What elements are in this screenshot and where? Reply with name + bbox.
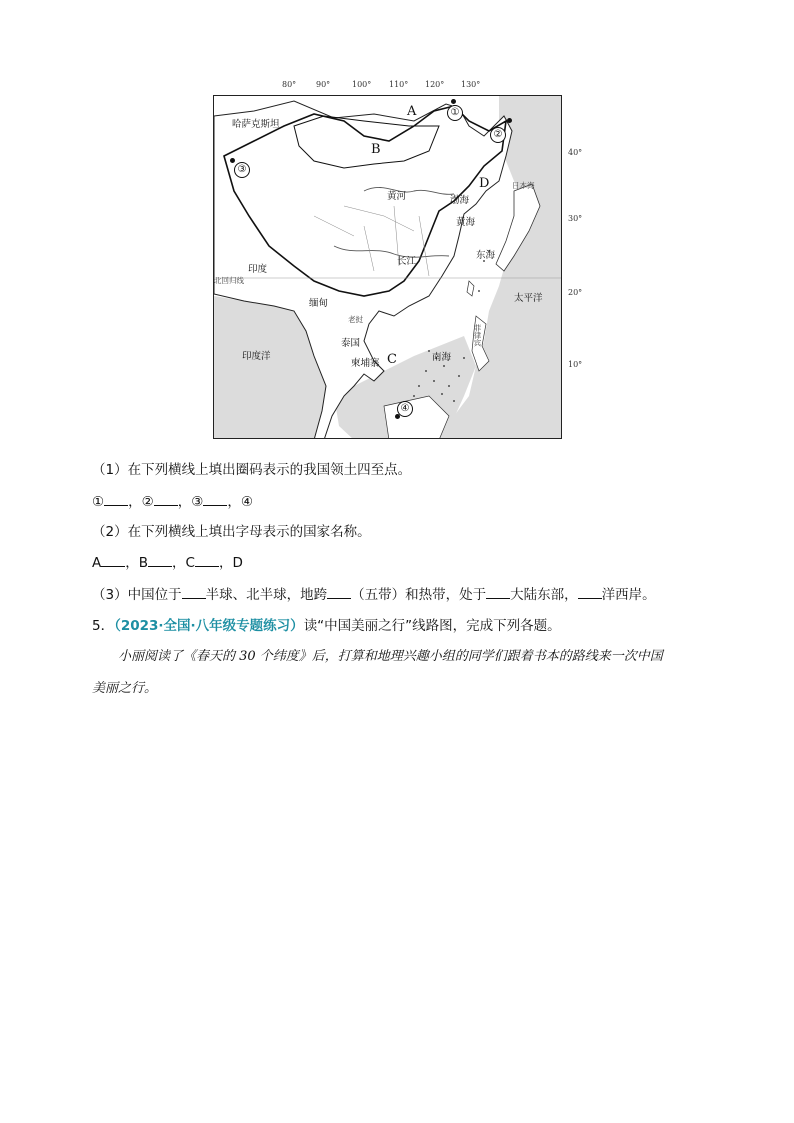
q3-blank-4[interactable] — [578, 587, 602, 599]
q5-number: 5． — [92, 618, 115, 634]
label-south-sea: 南海 — [432, 352, 452, 363]
q1-part-3: ，③ — [177, 494, 204, 510]
q3-blank-1[interactable] — [182, 587, 206, 599]
label-myanmar: 缅甸 — [309, 298, 329, 309]
q1-answer-line — [92, 490, 253, 510]
label-yellow-river: 黄河 — [387, 191, 407, 202]
q2-blank-1[interactable] — [101, 555, 125, 567]
q1-blank-3[interactable] — [203, 494, 227, 506]
lat-tick-40: 40° — [568, 148, 583, 157]
q2-part-1: A — [92, 555, 102, 571]
label-india: 印度 — [248, 264, 268, 275]
q1-prompt: （1）在下列横线上填出圈码表示的我国领土四至点。 — [92, 462, 412, 478]
label-yellow-sea: 黄海 — [456, 217, 476, 228]
label-yangtze: 长江 — [397, 256, 417, 267]
q1-blank-1[interactable] — [104, 494, 128, 506]
q5-source-tag: （2023·全国·八年级专题练习） — [114, 618, 304, 634]
label-cambodia: 柬埔寨 — [351, 358, 380, 369]
letter-b: B — [371, 142, 381, 157]
q3-part-5: 洋西岸。 — [601, 587, 656, 603]
q2-prompt: （2）在下列横线上填出字母表示的国家名称。 — [92, 524, 371, 540]
point-2-dot — [507, 118, 512, 123]
q2-part-2: ，B — [125, 555, 149, 571]
label-east-sea: 东海 — [476, 250, 496, 261]
lat-tick-10: 10° — [568, 360, 583, 369]
q2-blank-2[interactable] — [148, 555, 172, 567]
label-thailand: 泰国 — [341, 338, 361, 349]
label-tropic: 北回归线 — [214, 276, 244, 285]
q1-part-1: ① — [92, 494, 105, 510]
letter-d: D — [479, 176, 490, 191]
point-4-marker: ④ — [397, 401, 413, 417]
lon-tick-100: 100° — [352, 80, 372, 89]
label-bohai: 渤海 — [450, 195, 470, 206]
q5-line — [92, 614, 561, 634]
q3-blank-2[interactable] — [327, 587, 351, 599]
letter-a: A — [407, 104, 417, 119]
label-laos: 老挝 — [348, 315, 363, 324]
lon-tick-80: 80° — [282, 80, 297, 89]
lat-tick-20: 20° — [568, 288, 583, 297]
point-3-marker: ③ — [234, 162, 250, 178]
q3-blank-3[interactable] — [486, 587, 510, 599]
q1-part-2: ，② — [128, 494, 154, 510]
china-map-figure — [213, 95, 562, 439]
point-2-marker: ② — [490, 127, 506, 143]
q2-part-3: ，C — [172, 555, 195, 571]
q1-part-4: ，④ — [227, 494, 253, 510]
lon-tick-110: 110° — [389, 80, 409, 89]
passage-line-1: 小丽阅读了《春天的 30 个纬度》后，打算和地理兴趣小组的同学们跟着书本的路线来一次中国 — [118, 649, 663, 664]
q3-part-4: 大陆东部， — [510, 587, 578, 603]
label-philippines: 菲律宾 — [473, 324, 482, 347]
q1-blank-2[interactable] — [154, 494, 178, 506]
q3-line — [92, 583, 656, 603]
point-1-marker: ① — [447, 105, 463, 121]
q2-blank-3[interactable] — [195, 555, 219, 567]
label-sea-of-japan: 日本海 — [512, 181, 535, 190]
label-kazakhstan: 哈萨克斯坦 — [232, 119, 280, 130]
lon-tick-120: 120° — [425, 80, 445, 89]
point-3-dot — [230, 158, 235, 163]
label-pacific: 太平洋 — [514, 293, 543, 304]
q3-part-1: （3）中国位于 — [92, 587, 182, 603]
lon-tick-130: 130° — [461, 80, 481, 89]
point-1-dot — [451, 99, 456, 104]
q2-answer-line — [92, 551, 243, 571]
q3-part-2: 半球、北半球，地跨 — [205, 587, 328, 603]
q5-text: 读“中国美丽之行”线路图，完成下列各题。 — [303, 618, 561, 634]
lat-tick-30: 30° — [568, 214, 583, 223]
label-indian-ocean: 印度洋 — [242, 351, 271, 362]
q2-part-4: ，D — [218, 555, 243, 571]
passage-line-2: 美丽之行。 — [92, 681, 158, 696]
lon-tick-90: 90° — [316, 80, 331, 89]
q3-part-3: （五带）和热带，处于 — [351, 587, 487, 603]
letter-c: C — [387, 352, 397, 367]
